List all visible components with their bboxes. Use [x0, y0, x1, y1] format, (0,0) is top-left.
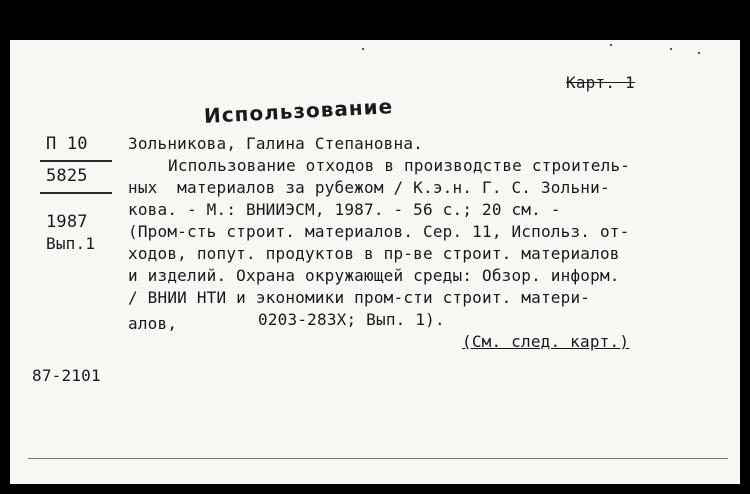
body-line-6: и изделий. Охрана окружающей среды: Обзор. информ.: [128, 266, 620, 285]
author-line: Зольникова, Галина Степановна.: [128, 134, 423, 153]
left-column-divider-2: [40, 192, 112, 194]
issn-line: 0203-283X; Вып. 1).: [258, 310, 445, 329]
registration-number: 5825: [46, 166, 88, 186]
body-line-1: Использование отходов в производстве строитель-: [168, 156, 631, 175]
body-line-2: ных материалов за рубежом / К.э.н. Г. С. Зольни-: [128, 178, 610, 197]
speck: [670, 48, 672, 50]
handwritten-heading: Использование: [203, 94, 394, 128]
left-column-divider: [40, 160, 112, 162]
speck: [698, 52, 700, 54]
accession-number: 87-2101: [32, 366, 101, 385]
speck: [610, 44, 612, 46]
issue-number: Вып.1: [46, 234, 96, 253]
body-line-7: / ВНИИ НТИ и экономики пром-сти строит. матери-: [128, 288, 591, 307]
catalog-card: [10, 40, 740, 484]
publication-year: 1987: [46, 212, 88, 232]
body-line-8: алов,: [128, 314, 178, 333]
card-number: Карт. 1: [566, 73, 635, 92]
body-line-4: (Пром-сть строит. материалов. Сер. 11, Использ. от-: [128, 222, 630, 241]
speck: [362, 48, 364, 50]
classification-code: П 10: [46, 134, 88, 154]
bottom-edge-line: [28, 458, 728, 459]
body-line-3: кова. - М.: ВНИИЭСМ, 1987. - 56 с.; 20 см. -: [128, 200, 561, 219]
continuation-note: (См. след. карт.): [462, 332, 630, 351]
body-line-5: ходов, попут. продуктов в пр-ве строит. материалов: [128, 244, 620, 263]
